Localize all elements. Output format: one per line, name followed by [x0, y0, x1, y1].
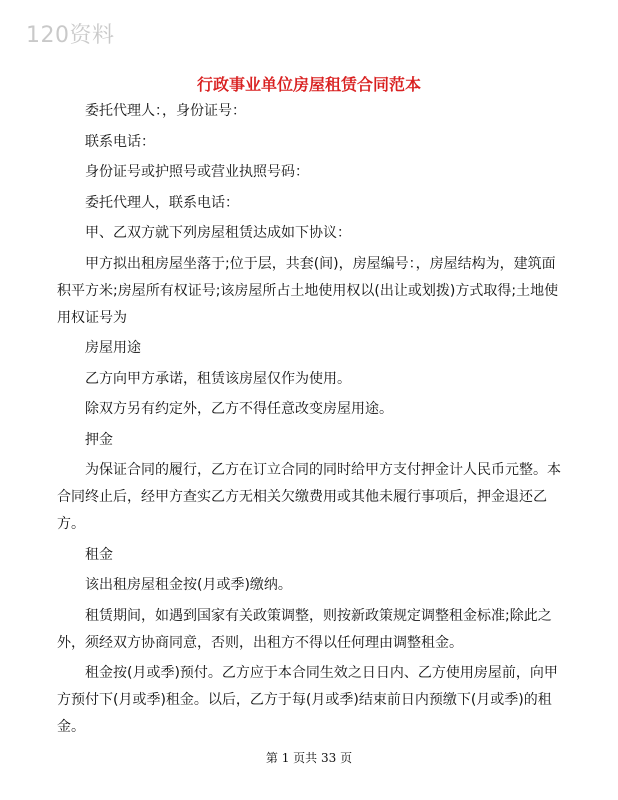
paragraph: 甲方拟出租房屋坐落于;位于层，共套(间)，房屋编号：，房屋结构为，建筑面积平方米;房屋所有权证号;该房屋所占土地使用权以(出让或划拨)方式取得;土地使用权证号为: [57, 255, 559, 326]
page-number: 第 1 页共 33 页: [265, 751, 353, 765]
paragraph: 委托代理人，联系电话：: [85, 194, 239, 211]
paragraph: 该出租房屋租金按(月或季)缴纳。: [85, 577, 292, 593]
paragraph: 租金按(月或季)预付。乙方应于本合同生效之日日内、乙方使用房屋前，向甲方预付下(月或季)租金。以后，乙方于每(月或季)结束前日内预缴下(月或季)的租金。: [57, 665, 558, 735]
paragraph: 委托代理人：，身份证号：: [85, 103, 246, 119]
document-body: [57, 98, 561, 745]
watermark-logo: 120资料: [26, 23, 115, 48]
paragraph: 联系电话：: [85, 133, 155, 150]
section-heading: 租金: [85, 546, 113, 563]
section-heading: 房屋用途: [85, 340, 141, 356]
paragraph: 除双方另有约定外，乙方不得任意改变房屋用途。: [85, 401, 393, 417]
paragraph: 身份证号或护照号或营业执照号码：: [85, 164, 309, 180]
paragraph: 为保证合同的履行，乙方在订立合同的同时给甲方支付押金计人民币元整。本合同终止后，经甲方查实乙方无相关欠缴费用或其他未履行事项后，押金退还乙方。: [57, 462, 561, 532]
document-title: 行政事业单位房屋租赁合同范本: [196, 75, 421, 94]
section-heading: 押金: [85, 431, 113, 448]
paragraph: 租赁期间，如遇到国家有关政策调整，则按新政策规定调整租金标准;除此之外，须经双方协商同意，否则，出租方不得以任何理由调整租金。: [57, 607, 552, 651]
paragraph: 乙方向甲方承诺，租赁该房屋仅作为使用。: [85, 370, 351, 387]
paragraph: 甲、乙双方就下列房屋租赁达成如下协议：: [85, 225, 351, 241]
